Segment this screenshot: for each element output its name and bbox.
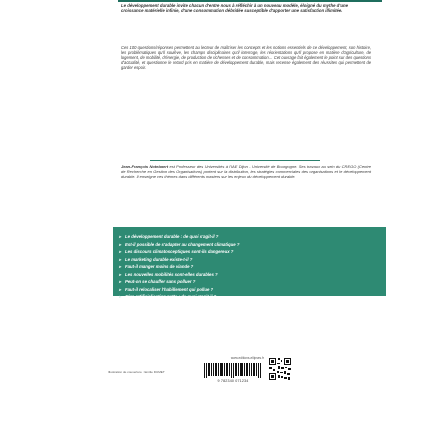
question-item: ▸ Le marketing durable existe-t-il ? (119, 256, 193, 262)
question-item: ▸ Peut-on se chauffer sans polluer ? (119, 279, 196, 284)
arrow-bullet-icon: ▸ (119, 271, 122, 277)
questions-list (119, 233, 239, 301)
question-item: ▸ Est-il possible de s'adapter au changement climatique ? (119, 241, 240, 247)
section-divider (150, 160, 320, 161)
questions-box (113, 227, 386, 299)
author-name: Jean-François Notebaert (121, 164, 169, 169)
author-bio: est Professeur des Universités à l'IAE Dijon - Université de Bourgogne. Ses travaux au sein du CREGO (Centre de Recherche en Gestion des Organisations) portent sur la distribution, les stratégies commerciales des organisations et le développement durable. Il enseigne ces thèmes dans différents masters sur les enjeux du développement durable. (121, 164, 372, 179)
question-item: ▸ Faut-il manger moins de viande ? (119, 264, 194, 269)
qr-code-icon (268, 357, 292, 381)
isbn-digits: 9 782340 071234 (217, 379, 249, 383)
author-paragraph (121, 164, 371, 179)
question-item: ▸ Les nouvelles mobilités sont-elles durables ? (119, 271, 218, 277)
publisher-website: www.editions-ellipses.fr (230, 356, 264, 360)
question-item: ▸ Faut-il relocaliser l'habillement qui pollue ? (119, 286, 214, 292)
arrow-bullet-icon: ▸ (119, 286, 122, 292)
intro-paragraph: Le développement durable invite chacun d'entre nous à réfléchir à un nouveau modèle, éloigné du mythe d'une croissance matérielle infinie, d'une consommation débridée susceptible d'apporter une satisfaction illimitée. (121, 3, 348, 14)
question-item: ▸ Les discours climatosceptiques sont-ils dangereux ? (119, 249, 234, 254)
cover-credit: Illustration de couverture : Emilie DUMET (108, 370, 165, 374)
arrow-bullet-icon: ▸ (119, 256, 122, 262)
arrow-bullet-icon: ▸ (119, 234, 122, 239)
isbn-barcode (200, 356, 264, 386)
arrow-bullet-icon: ▸ (119, 279, 122, 284)
arrow-bullet-icon: ▸ (119, 294, 122, 299)
top-rule (118, 0, 382, 2)
arrow-bullet-icon: ▸ (119, 249, 122, 254)
question-item: ▸ Zéro artificialisation nette : de quoi s'agit-il ? (119, 294, 217, 299)
question-item: ▸ Le développement durable : de quoi s'agit-il ? (119, 234, 219, 239)
barcode-icon (204, 363, 262, 378)
arrow-bullet-icon: ▸ (119, 264, 122, 269)
body-paragraph: Ces 100 questions/réponses permettent au lecteur de maîtriser les concepts et les notions essentiels de ce développement, son histoire, les problématiques qu'il soulève, les champs disciplinaires qu'il interroge, les réorientations qu'il propose en matière d'agriculture, de logement, de mobilité, d'énergie, de production de richesses et de consommation… Cet ouvrage fait également le point sur des questions d'actualité, et questionne le retard pris en matière de développement durable, mais recense également des réussites qui permettent de garder espoir. (121, 45, 371, 71)
arrow-bullet-icon: ▸ (119, 241, 122, 247)
